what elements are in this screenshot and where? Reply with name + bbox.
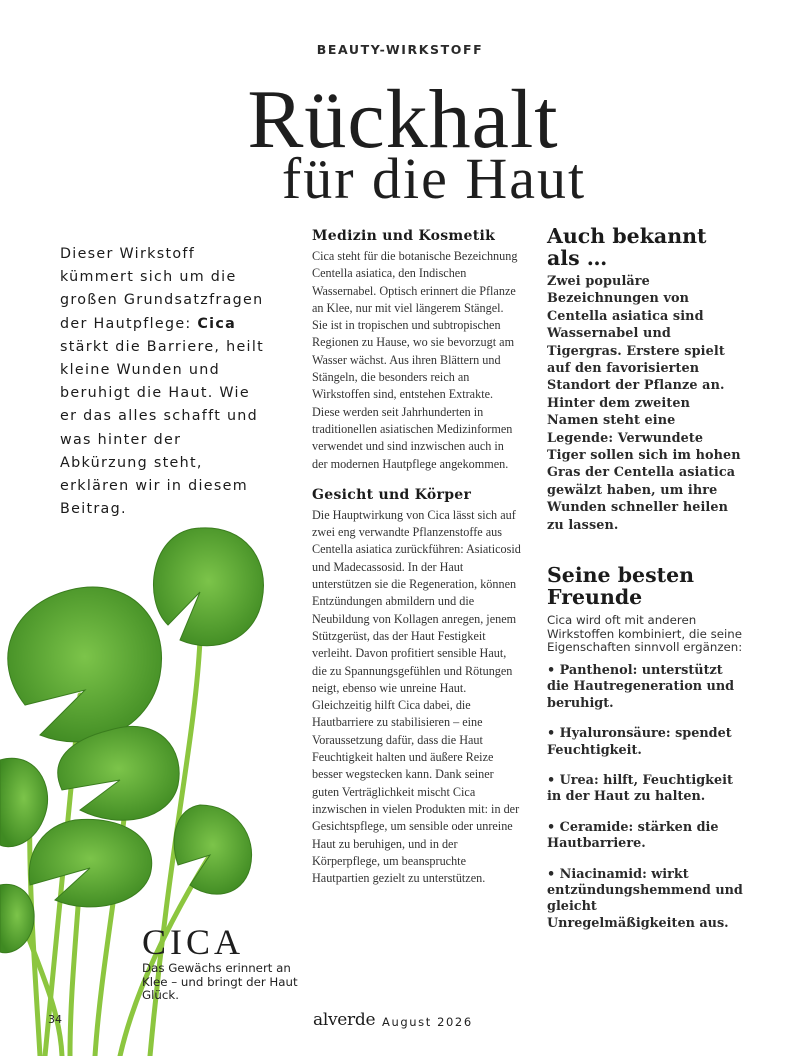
section-kicker: BEAUTY-WIRKSTOFF — [316, 42, 484, 57]
section-heading-gesicht: Gesicht und Körper — [312, 486, 472, 503]
plant-caption: Das Gewächs erinnert an Klee – und bringt der Haut Glück. — [142, 961, 298, 1003]
friend-item-panthenol: • Panthenol: unterstützt die Hautregeneration und beruhigt. — [547, 662, 735, 711]
plant-label: CICA — [142, 922, 245, 962]
section-heading-medizin: Medizin und Kosmetik — [312, 228, 496, 244]
friends-heading: Seine besten Freunde — [547, 563, 695, 610]
article-column-middle — [312, 228, 522, 887]
leaf-lower-center — [29, 819, 151, 907]
friend-item-urea: • Urea: hilft, Feuchtigkeit in der Haut zu halten. — [547, 772, 733, 805]
headline-line-1: Rückhalt — [247, 73, 559, 166]
intro-paragraph — [60, 243, 270, 521]
section-text-medizin: Cica steht für die botanische Bezeichnung Centella asiatica, den Indischen Wassernabel. Optisch erinnert die Pflanze an Klee, nur mit viel längerem Stängel. Sie ist in tropischen und subtropischen Regionen zu Hause, wo sie bevorzugt am Wasser wächst. Aus ihren Blättern und Stängeln, die besonders reich an Wirkstoffen sind, entstehen Extrakte. Diese werden seit Jahrhunderten in traditionellen asiatischen Medizinformen verwendet und sind inzwischen auch in der modernen Hautpflege angekommen. — [312, 249, 518, 471]
aka-heading: Auch bekannt als … — [547, 224, 707, 270]
section-text-gesicht: Die Hauptwirkung von Cica lässt sich auf zwei eng verwandte Pflanzenstoffe aus Centella asiatica zurückführen: Asiaticosid und Madecassosid. In der Haut unterstützen sie die Regeneration, können Entzündungen abmildern und die Neubildung von Kollagen anregen, jenem Stützgerüst, das der Haut Festigkeit verleiht. Davon profitiert sensible Haut, die zu Spannungsgefühlen und Rötungen neigt, ebenso wie unreine Haut. Gleichzeitig hilft Cica dabei, die Hautbarriere zu stabilisieren – eine Voraussetzung dafür, dass die Haut Feuchtigkeit halten und äußere Reize besser wegstecken kann. Dank seiner guten Verträglichkeit mischt Cica inzwischen in vielen Produkten mit: in der Gesichtspflege, um sensible oder unreine Haut zu beruhigen, und in der Körperpflege, um beanspruchte Hautpartien gezielt zu unterstützen. — [312, 507, 521, 886]
leaf-right-lower — [174, 805, 251, 894]
intro-text-2: stärkt die Barriere, heilt kleine Wunden und beruhigt die Haut. Wie er das alles schafft und was hinter der Abkürzung steht, erklären wir in diesem Beitrag. — [60, 338, 265, 518]
headline-line-2: für die Haut — [281, 146, 587, 211]
page-number: 34 — [48, 1013, 62, 1026]
friend-item-niacinamid: • Niacinamid: wirkt entzündungshemmend und gleicht Unregelmäßigkeiten aus. — [547, 866, 743, 931]
brand-logo: alverde — [313, 1010, 376, 1030]
intro-text-1: Dieser Wirkstoff kümmert sich um die großen Grundsatzfragen der Hautpflege: — [60, 246, 264, 332]
leaf-left-edge — [0, 758, 48, 846]
friend-item-hyaluron: • Hyaluronsäure: spendet Feuchtigkeit. — [547, 726, 732, 758]
intro-bold-term: Cica — [197, 315, 237, 332]
friend-item-ceramide: • Ceramide: stärken die Hautbarriere. — [547, 819, 719, 852]
issue-date: August 2026 — [382, 1015, 473, 1029]
leaf-large-left — [8, 587, 162, 742]
friends-intro: Cica wird oft mit anderen Wirkstoffen kombiniert, die seine Eigenschaften sinnvoll ergänzen: — [547, 613, 743, 655]
sidebar-column — [547, 225, 743, 946]
leaf-top-right — [154, 528, 264, 646]
aka-text: Zwei populäre Bezeichnungen von Centella asiatica sind Wassernabel und Tigergras. Erstere spielt auf den favorisierten Standort der Pflanze an. Hinter dem zweiten Namen steht eine Legende: Verwundete Tiger sollen sich im hohen Gras der Centella asiatica gewälzt haben, um ihre Wunden schneller heilen zu lassen. — [547, 274, 741, 533]
